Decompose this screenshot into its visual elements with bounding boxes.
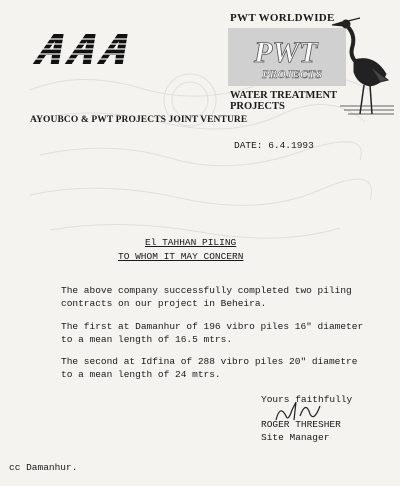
signer-name: ROGER THRESHER (261, 419, 341, 430)
pwt-projects-logo (228, 28, 346, 86)
pwt-subtitle-line2: PROJECTS (230, 101, 285, 112)
svg-text:PROJECTS: PROJECTS (262, 67, 323, 81)
paragraph-1: The above company successfully completed two piling contracts on our project in Beheira. (61, 285, 352, 309)
aaa-logo (30, 33, 138, 65)
signer-role: Site Manager (261, 432, 330, 443)
pwt-subtitle-line1: WATER TREATMENT (230, 90, 338, 101)
joint-venture-line: AYOUBCO & PWT PROJECTS JOINT VENTURE (30, 115, 248, 125)
pwt-subtitle (230, 90, 337, 112)
cc-line: cc Damanhur. (9, 462, 78, 473)
aaa-logo-mark (30, 33, 138, 65)
heron-bird-icon (330, 10, 394, 118)
pwt-letterhead (228, 10, 394, 120)
letter-date: DATE: 6.4.1993 (234, 140, 314, 151)
pwt-logo-box (228, 28, 346, 86)
pwt-worldwide-label: PWT WORLDWIDE (230, 12, 335, 24)
heading-company: El TAHHAN PILING (145, 237, 237, 248)
heading-to-whom: TO WHOM IT MAY CONCERN (118, 251, 244, 262)
paragraph-3: The second at Idfina of 288 vibro piles 20" diametre to a mean length of 24 mtrs. (61, 356, 358, 380)
svg-text:PWT: PWT (254, 36, 318, 69)
paragraph-2: The first at Damanhur of 196 vibro piles 16" diameter to a mean length of 16.5 mtrs. (61, 321, 364, 345)
closing-salutation: Yours faithfully (261, 394, 353, 405)
